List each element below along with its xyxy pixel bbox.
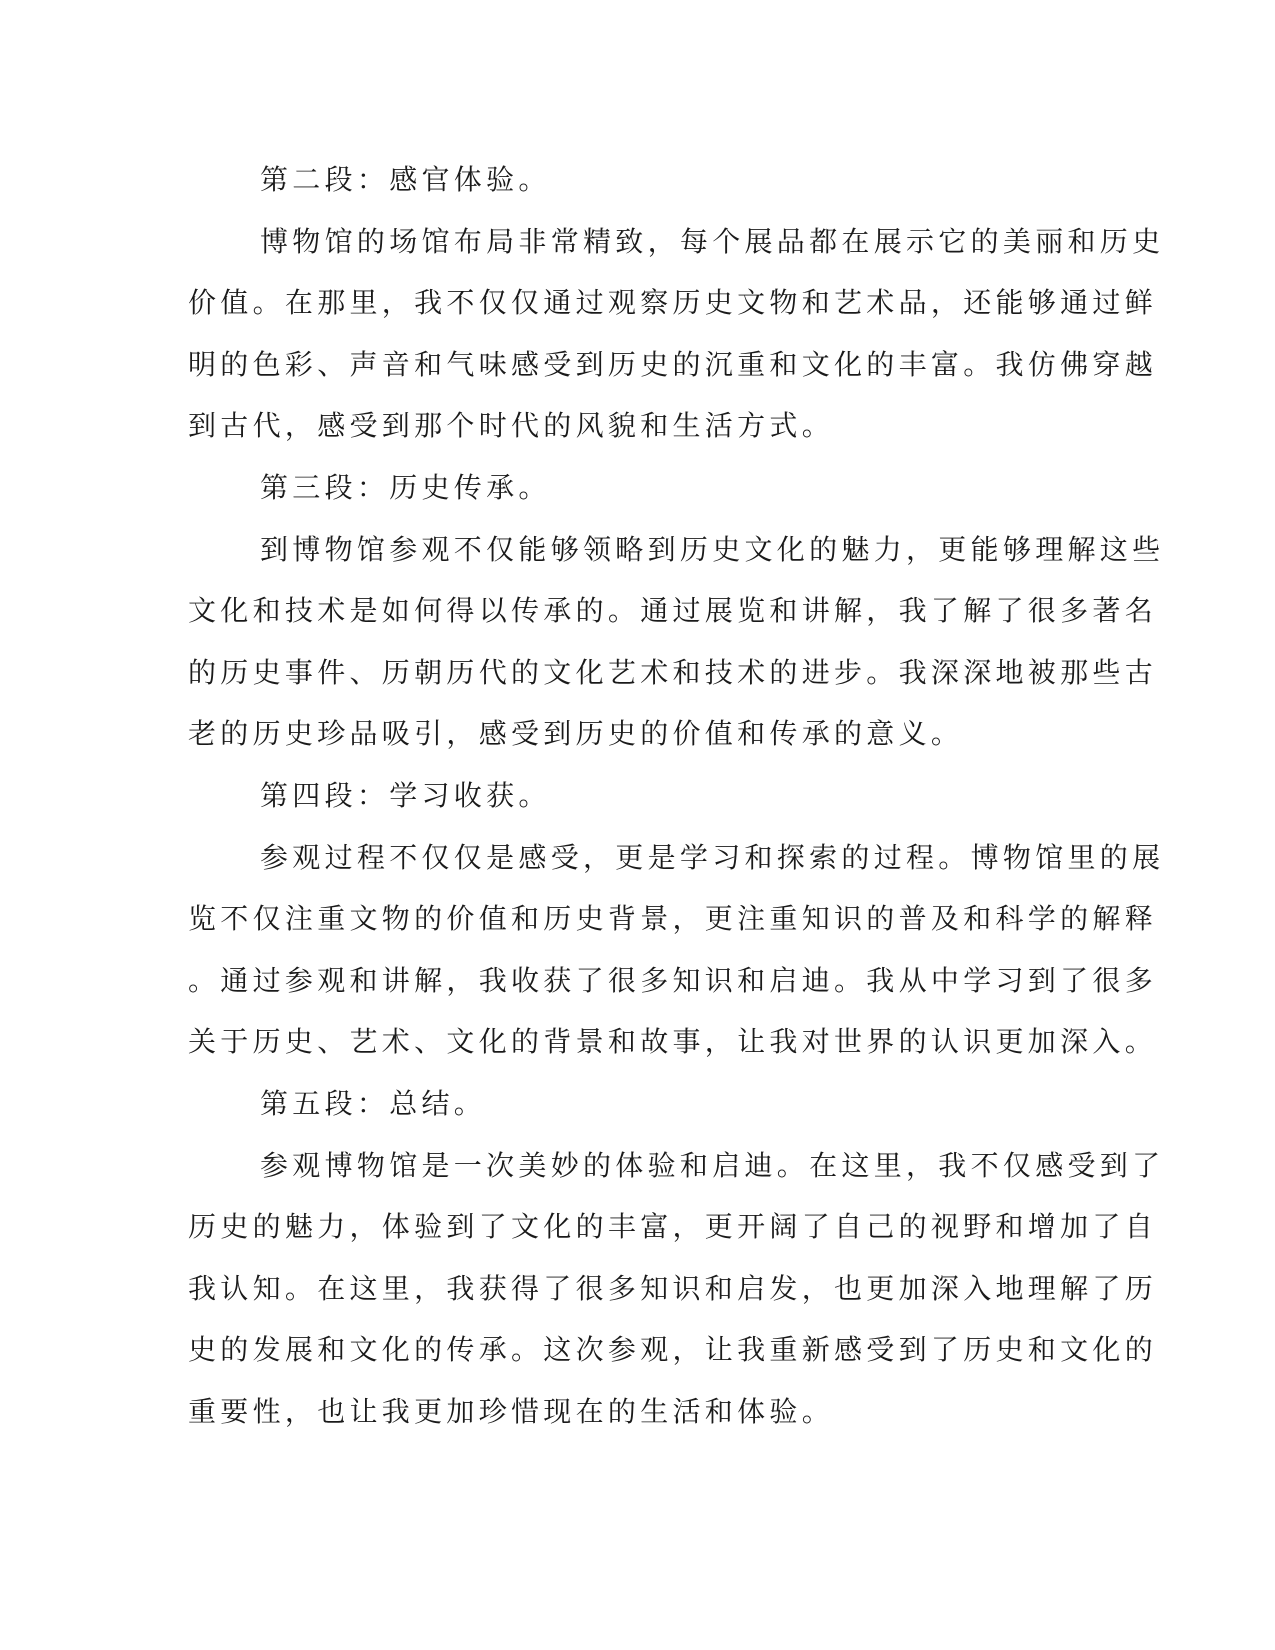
- paragraph-line: 的历史事件、历朝历代的文化艺术和技术的进步。我深深地被那些古: [188, 655, 1158, 689]
- section-historical-heritage: [188, 466, 1165, 774]
- section-heading: 第三段：历史传承。: [260, 470, 551, 504]
- paragraph-line: 参观博物馆是一次美妙的体验和启迪。在这里，我不仅感受到了: [260, 1148, 1165, 1182]
- paragraph-line: 文化和技术是如何得以传承的。通过展览和讲解，我了解了很多著名: [188, 594, 1158, 628]
- section-heading: 第四段：学习收获。: [260, 778, 551, 812]
- paragraph-line: 明的色彩、声音和气味感受到历史的沉重和文化的丰富。我仿佛穿越: [188, 347, 1158, 381]
- paragraph-line: 价值。在那里，我不仅仅通过观察历史文物和艺术品，还能够通过鲜: [188, 286, 1158, 320]
- section-sensory-experience: [188, 158, 1165, 466]
- section-summary: [188, 1082, 1165, 1452]
- section-learning-gains: [188, 774, 1165, 1082]
- paragraph: [188, 220, 1165, 466]
- paragraph-line: 。通过参观和讲解，我收获了很多知识和启迪。我从中学习到了很多: [188, 963, 1158, 997]
- paragraph-line: 老的历史珍品吸引，感受到历史的价值和传承的意义。: [188, 717, 964, 751]
- document-body: [188, 158, 1165, 1451]
- paragraph-line: 到博物馆参观不仅能够领略到历史文化的魅力，更能够理解这些: [260, 532, 1165, 566]
- paragraph: [188, 1144, 1165, 1452]
- section-heading: 第五段：总结。: [260, 1086, 487, 1120]
- paragraph-line: 史的发展和文化的传承。这次参观，让我重新感受到了历史和文化的: [188, 1333, 1158, 1367]
- paragraph-line: 参观过程不仅仅是感受，更是学习和探索的过程。博物馆里的展: [260, 840, 1165, 874]
- paragraph-line: 关于历史、艺术、文化的背景和故事，让我对世界的认识更加深入。: [188, 1025, 1158, 1059]
- paragraph-line: 重要性，也让我更加珍惜现在的生活和体验。: [188, 1394, 835, 1428]
- paragraph-line: 历史的魅力，体验到了文化的丰富，更开阔了自己的视野和增加了自: [188, 1210, 1158, 1244]
- paragraph-line: 览不仅注重文物的价值和历史背景，更注重知识的普及和科学的解释: [188, 902, 1158, 936]
- paragraph-line: 我认知。在这里，我获得了很多知识和启发，也更加深入地理解了历: [188, 1271, 1158, 1305]
- paragraph: [188, 528, 1165, 774]
- paragraph-line: 博物馆的场馆布局非常精致，每个展品都在展示它的美丽和历史: [260, 224, 1165, 258]
- paragraph: [188, 836, 1165, 1082]
- section-heading: 第二段：感官体验。: [260, 163, 551, 196]
- paragraph-line: 到古代，感受到那个时代的风貌和生活方式。: [188, 409, 835, 443]
